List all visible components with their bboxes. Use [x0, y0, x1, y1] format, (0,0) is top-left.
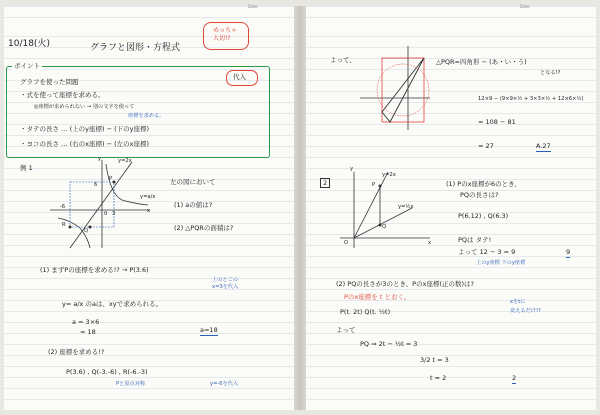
- example2-label: 2: [320, 178, 330, 188]
- example2-graph: [340, 168, 430, 248]
- graph-label-r: R: [62, 222, 66, 228]
- graph-label-x: x: [147, 208, 151, 214]
- point-line-6: ・ヨコの長さ … (右のx座標) − (左のx座標): [20, 140, 150, 148]
- solution1-head: (1) まずPの座標を求める!? → P(3.6): [40, 266, 149, 274]
- ex2-answer1: 9: [566, 248, 571, 256]
- notebook-gutter: [294, 6, 306, 410]
- entry-date: 10/18(火): [8, 39, 50, 49]
- point-line-3: ◎座標が求められない → 別の文字を使って: [34, 104, 135, 110]
- ex2-q2-note2: xをtに: [510, 299, 526, 305]
- ex2-sol1-tate: PQは タテ!: [458, 236, 492, 244]
- ex2-label-y2x: y=2x: [382, 172, 396, 178]
- callout-text: めっちゃ 大切!?: [213, 27, 237, 42]
- point-line-4: 座標を求める。: [128, 113, 165, 119]
- ex2-label-p: P: [372, 182, 376, 188]
- solution1-answer: a=18: [200, 326, 218, 334]
- solution2-coords: P(3.6) , Q(-3.-6) , R(-6.-3): [66, 368, 148, 376]
- question-1: (1) aの値は?: [174, 201, 213, 209]
- daiyu-label: 代入: [233, 73, 246, 81]
- area-calc: 12×9 − (9×9×½ + 3×3×½ + 12×6×½): [478, 96, 584, 102]
- ex2-q2-eq: PQ ⇒ 2t − ½t = 3: [360, 340, 418, 348]
- ex2-label-o: O: [344, 240, 349, 246]
- graph-label-y2x: y=2x: [118, 158, 132, 164]
- ex2-q2-note: Pのx座標を t とおく。: [344, 293, 411, 301]
- area-head: △PQR=四角形 − (あ・い・う): [436, 58, 527, 66]
- ex2-label-y: y: [350, 166, 354, 172]
- area-answer: A.27: [536, 142, 551, 150]
- graph-label-p: P: [109, 176, 113, 182]
- solution2-head: (2) 座標を求める!?: [48, 348, 105, 356]
- point-line-2: ・式を使って座標を求める。: [20, 91, 105, 99]
- area-to-naru: となる!?: [540, 70, 561, 76]
- solution2-note2: y=-6を代入: [210, 381, 239, 387]
- solution1-eq2: a = 3×6: [72, 318, 100, 326]
- graph-label-6: 6: [94, 182, 98, 188]
- page-title: グラフと図形・方程式: [90, 43, 181, 53]
- example-label: 例 1: [20, 164, 33, 172]
- ex2-q2-eq2: 3/2 t = 3: [420, 356, 449, 364]
- ex2-label-q: Q: [382, 224, 387, 230]
- ex2-q2-yotte: よって: [336, 326, 356, 334]
- graph-label-yax: y=a/x: [140, 194, 156, 200]
- ex2-q2: (2) PQの長さが3のとき、Pのx座標(正の数)は?: [336, 280, 474, 288]
- ex2-answer2: 2: [512, 374, 517, 382]
- area-result: = 27: [478, 142, 494, 150]
- point-line-5: ・タテの長さ … (上のy座標) − (下のy座標): [20, 125, 150, 133]
- solution1-note2: x=3を代入: [212, 284, 239, 290]
- ex2-label-yhalfx: y=½x: [398, 204, 414, 210]
- date-label-left: Date: [248, 4, 258, 9]
- ex2-q2-coords: P(t. 2t) Q(t. ½t): [340, 308, 391, 316]
- question-intro: 左の図において: [170, 178, 216, 186]
- ex2-sol1-coords: P(6.12) , Q(6.3): [458, 212, 509, 220]
- ex2-sol1-note: 上のy座標 下のy座標: [476, 260, 526, 266]
- solution1-note1: 上のとこの: [212, 277, 238, 283]
- graph-label-yaxis: y: [98, 156, 102, 162]
- area-calc2: = 108 − 81: [478, 118, 516, 126]
- graph-label-neg6: -6: [60, 204, 66, 210]
- point-line-1: グラフを使った問題: [20, 78, 79, 86]
- solution1-eq1: y= a/x のaは、xyで求められる。: [62, 300, 163, 308]
- solution2-note1: Pと原点対称: [116, 381, 146, 387]
- ex2-q1-line1: (1) Pのx座標が6のとき、: [446, 180, 521, 188]
- graph-label-3: 3: [112, 211, 116, 217]
- solution1-eq3: = 18: [80, 328, 96, 336]
- graph-label-origin: 0: [104, 211, 108, 217]
- example1-graph: [50, 158, 150, 248]
- ex2-sol1-calc: よって 12 − 3 = 9: [458, 248, 516, 256]
- ex2-label-x: x: [428, 240, 432, 246]
- point-label: ポイント: [14, 62, 40, 70]
- ex2-q2-eq3: t = 2: [430, 374, 447, 382]
- triangle-diagram: [360, 46, 430, 130]
- date-label-right: Date: [520, 4, 530, 9]
- graph-label-q: Q: [84, 228, 89, 234]
- right-yotte: よって、: [330, 56, 356, 64]
- ex2-q2-note3: 変えるだけ!?: [510, 308, 541, 314]
- question-2: (2) △PQRの面積は?: [174, 224, 234, 232]
- ex2-q1-line2: PQの長さは?: [460, 191, 499, 199]
